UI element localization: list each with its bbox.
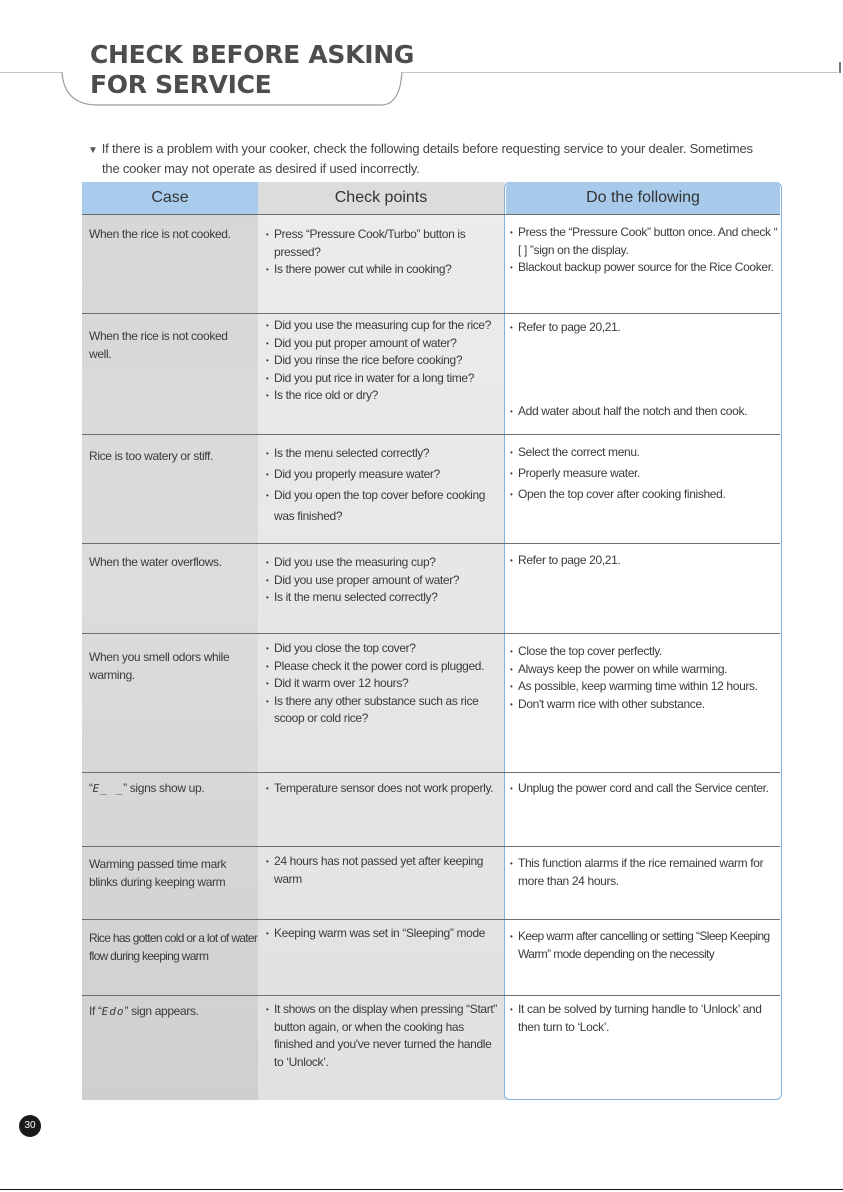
- check-item: • Keeping warm was set in “Sleeping” mode: [266, 925, 486, 943]
- check-item: • Did you use proper amount of water?: [266, 572, 506, 590]
- do-item: • Press the “Pressure Cook” button once. And check “ [ ] ”sign on the display.: [510, 224, 780, 259]
- check-cell: [266, 554, 506, 607]
- header-rule-right: [402, 72, 838, 73]
- do-item: • Close the top cover perfectly.: [510, 643, 780, 661]
- check-item: • Did you use the measuring cup for the rice?: [266, 317, 506, 335]
- check-item: • Did you put proper amount of water?: [266, 335, 506, 353]
- check-cell: [266, 317, 506, 405]
- do-item: • Select the correct menu.: [510, 442, 780, 463]
- error-code-edo-display: Edo: [101, 1005, 125, 1018]
- check-item: • It shows on the display when pressing “Start” button again, or when the cooking has finished and you've never turned the handle to ‘Unlock’.: [266, 1001, 498, 1071]
- intro-line-2: the cooker may not operate as desired if used incorrectly.: [102, 161, 420, 176]
- page-title-line-2: FOR SERVICE: [90, 70, 272, 99]
- check-item: • Is there power cut while in cooking?: [266, 261, 506, 279]
- do-cell: [510, 224, 780, 277]
- check-item: • Press “Pressure Cook/Turbo” button is pressed?: [266, 226, 506, 261]
- row-divider: [82, 846, 780, 847]
- do-item: • Refer to page 20,21.: [510, 552, 780, 570]
- check-item: • Please check it the power cord is plugged.: [266, 658, 506, 676]
- check-item: • Temperature sensor does not work properly.: [266, 780, 506, 798]
- do-cell: [510, 442, 780, 505]
- row-divider: [82, 633, 780, 634]
- error-code-e-display: E_ _: [92, 782, 124, 795]
- triangle-bullet-icon: ▼: [88, 145, 98, 156]
- do-item: • Refer to page 20,21.: [510, 319, 780, 337]
- do-cell: [510, 1001, 772, 1036]
- do-item: • Open the top cover after cooking finished.: [510, 484, 780, 505]
- do-item: • Don't warm rice with other substance.: [510, 696, 780, 714]
- case-cell: When the rice is not cooked well.: [89, 329, 228, 361]
- do-item: • As possible, keep warming time within 12 hours.: [510, 678, 780, 696]
- do-cell: [510, 643, 780, 713]
- row-divider: [82, 214, 780, 215]
- row-divider: [82, 543, 780, 544]
- check-cell: [266, 780, 506, 798]
- check-item: • Did you rinse the rice before cooking?: [266, 352, 506, 370]
- case-cell: Rice is too watery or stiff.: [89, 449, 214, 463]
- check-item: • Did you open the top cover before cooking was finished?: [266, 485, 506, 527]
- row-divider: [82, 313, 780, 314]
- do-item: • Always keep the power on while warming.: [510, 661, 780, 679]
- page-bottom-rule: [0, 1189, 843, 1190]
- check-item: • Did it warm over 12 hours?: [266, 675, 506, 693]
- check-cell: [266, 226, 506, 279]
- check-cell: [266, 443, 506, 527]
- check-item: • Is it the menu selected correctly?: [266, 589, 506, 607]
- do-cell: [510, 319, 780, 420]
- check-item: • Did you properly measure water?: [266, 464, 506, 485]
- intro-line-1: If there is a problem with your cooker, check the following details before requesting service to your dealer. Sometimes: [101, 141, 753, 156]
- check-cell: [266, 640, 506, 728]
- do-item: • Blackout backup power source for the Rice Cooker.: [510, 259, 780, 277]
- troubleshooting-table: [82, 182, 782, 1100]
- case-cell: Rice has gotten cold or a lot of water flow during keeping warm: [89, 931, 258, 963]
- page-number-badge: 30: [19, 1115, 41, 1137]
- check-item: • Is the rice old or dry?: [266, 387, 506, 405]
- do-cell: [510, 928, 780, 963]
- do-item: • It can be solved by turning handle to ‘Unlock’ and then turn to ‘Lock’.: [510, 1001, 772, 1036]
- check-cell: [266, 853, 506, 888]
- check-cell: [266, 925, 486, 943]
- case-cell: When you smell odors while warming.: [89, 650, 230, 682]
- intro-text: [88, 140, 788, 178]
- do-cell: [510, 855, 780, 890]
- case-cell: “E_ _” signs show up.: [89, 781, 205, 795]
- header-underline-curve: [0, 60, 410, 110]
- check-item: • Is the menu selected correctly?: [266, 443, 506, 464]
- page-edge-mark: [839, 62, 841, 73]
- check-item: • Did you put rice in water for a long time?: [266, 370, 506, 388]
- case-cell: If “Edo” sign appears.: [89, 1004, 199, 1018]
- check-item: • Did you close the top cover?: [266, 640, 506, 658]
- header-do-the-following: Do the following: [506, 182, 780, 214]
- do-cell: [510, 780, 780, 798]
- do-item: • Unplug the power cord and call the Service center.: [510, 780, 780, 798]
- check-item: • 24 hours has not passed yet after keeping warm: [266, 853, 506, 888]
- do-item: • Keep warm after cancelling or setting “Sleep Keeping Warm” mode depending on the necessity: [510, 928, 780, 963]
- do-cell: [510, 552, 780, 570]
- row-divider: [82, 772, 780, 773]
- do-item: • This function alarms if the rice remained warm for more than 24 hours.: [510, 855, 780, 890]
- row-divider: [82, 919, 780, 920]
- page-title-line-1: CHECK BEFORE ASKING: [90, 40, 415, 69]
- header-case: Case: [82, 182, 258, 214]
- case-cell: Warming passed time mark blinks during keeping warm: [89, 857, 227, 889]
- check-item: • Did you use the measuring cup?: [266, 554, 506, 572]
- row-divider: [82, 434, 780, 435]
- do-item: • Properly measure water.: [510, 463, 780, 484]
- case-cell: When the water overflows.: [89, 555, 222, 569]
- check-cell: [266, 1001, 498, 1071]
- do-item: • Add water about half the notch and then cook.: [510, 403, 780, 421]
- case-cell: When the rice is not cooked.: [89, 227, 231, 241]
- header-check-points: Check points: [258, 182, 504, 214]
- check-item: • Is there any other substance such as rice scoop or cold rice?: [266, 693, 506, 728]
- row-divider: [82, 995, 780, 996]
